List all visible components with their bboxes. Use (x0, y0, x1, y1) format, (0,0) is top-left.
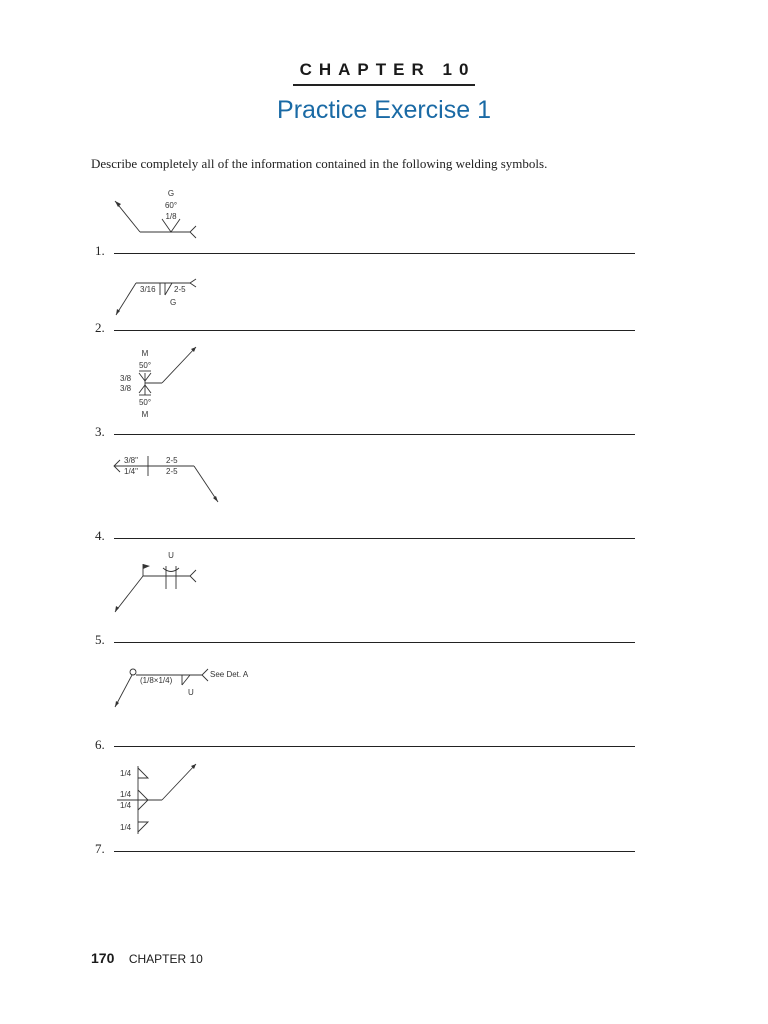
symbol-6-text-2: See Det. A (210, 670, 249, 679)
page-footer (91, 950, 203, 968)
exercise-number: 6. (95, 737, 105, 752)
exercise-number: 5. (95, 632, 105, 647)
symbol-4-text-2: 2-5 (166, 456, 178, 465)
welding-symbol-2 (116, 279, 196, 315)
symbol-7-text-2: 1/4 (120, 790, 132, 799)
symbol-3-text-4: 3/8 (120, 384, 132, 393)
symbol-6-text-3: U (188, 688, 194, 697)
page-title: Practice Exercise 1 (277, 96, 491, 124)
welding-symbol-7 (117, 764, 196, 834)
answer-line[interactable] (114, 851, 635, 852)
symbol-5-text-1: U (168, 551, 174, 560)
symbol-4-text-3: 1/4" (124, 467, 138, 476)
welding-symbol-4 (114, 456, 218, 502)
symbol-1-text-1: G (167, 189, 175, 198)
answer-line[interactable] (114, 538, 635, 539)
symbol-2-text-1: 3/16 (140, 285, 156, 294)
answer-line[interactable] (114, 642, 635, 643)
welding-symbol-5 (115, 551, 196, 612)
answer-line[interactable] (114, 746, 635, 747)
answer-line[interactable] (114, 434, 635, 435)
symbol-2-text-2: 2-5 (174, 285, 186, 294)
symbol-3-text-3: 3/8 (120, 374, 132, 383)
chapter-label: CHAPTER 10 (293, 60, 476, 86)
symbol-4-text-1: 3/8" (124, 456, 138, 465)
exercise-number: 3. (95, 424, 105, 439)
symbol-1-text-3: 1/8 (165, 212, 177, 221)
symbol-3-text-2: 50° (138, 361, 152, 370)
exercise-number: 1. (95, 243, 105, 258)
symbol-1-text-2: 60° (164, 201, 178, 210)
welding-symbol-1 (115, 189, 196, 238)
page-number: 170 (91, 950, 115, 966)
exercise-number: 4. (95, 528, 105, 543)
answer-line[interactable] (114, 253, 635, 254)
symbol-7-text-1: 1/4 (120, 769, 132, 778)
welding-symbol-3 (120, 347, 196, 419)
symbol-7-text-3: 1/4 (120, 801, 132, 810)
symbol-2-text-3: G (170, 298, 177, 307)
footer-chapter: CHAPTER 10 (128, 952, 203, 966)
exercise-number: 2. (95, 320, 105, 335)
symbol-3-text-1: M (141, 349, 149, 358)
answer-line[interactable] (114, 330, 635, 331)
symbol-3-text-6: M (141, 410, 149, 419)
symbol-6-text-1: (1/8×1/4) (140, 676, 173, 685)
symbol-3-text-5: 50° (138, 398, 152, 407)
welding-symbol-6 (115, 669, 249, 707)
instructions-text: Describe completely all of the information contained in the following welding symbols. (91, 156, 548, 171)
symbol-7-text-4: 1/4 (120, 823, 132, 832)
exercise-number: 7. (95, 841, 105, 856)
symbol-4-text-4: 2-5 (166, 467, 178, 476)
